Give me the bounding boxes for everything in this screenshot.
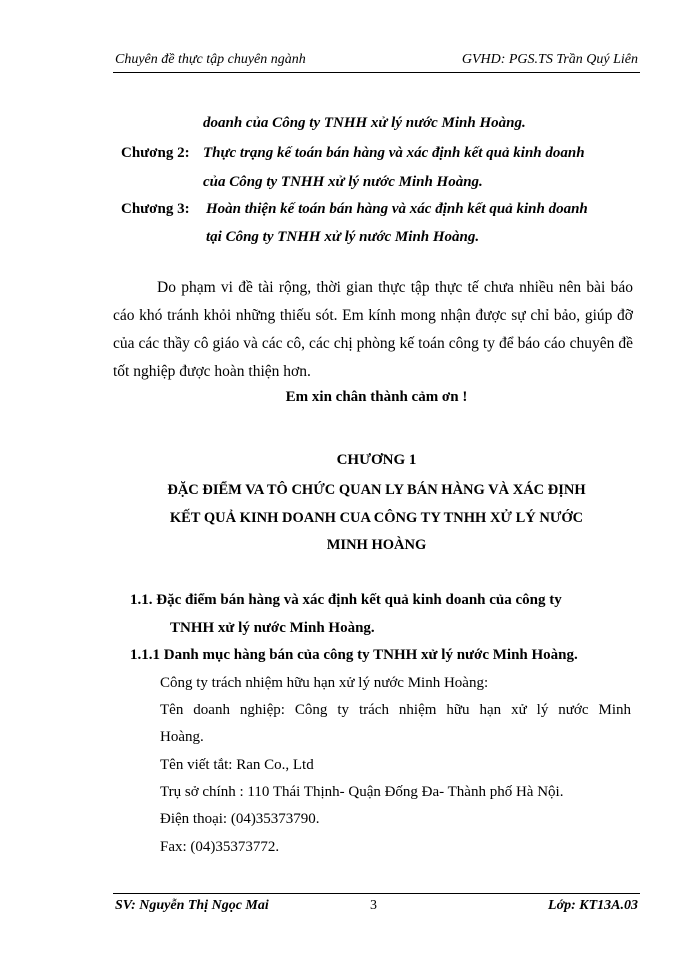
company-phone: Điện thoại: (04)35373790. bbox=[160, 811, 320, 827]
section-1-1-1-heading: 1.1.1 Danh mục hàng bán của công ty TNHH xử lý nước Minh Hoàng. bbox=[130, 647, 578, 663]
footer-class: Lớp: KT13A.03 bbox=[548, 898, 638, 913]
footer-rule bbox=[113, 893, 640, 894]
intro-paragraph bbox=[113, 274, 633, 386]
toc-chapter3-title-line1: Hoàn thiện kế toán bán hàng và xác định kết quả kinh doanh bbox=[206, 201, 588, 217]
intro-paragraph-text: Do phạm vi đề tài rộng, thời gian thực tập thực tế chưa nhiều nên bài báo cáo khó tránh khỏi những thiếu sót. Em kính mong nhận được sự chỉ bảo, giúp đỡ của các thầy cô giáo và các cô, các chị phòng kế toán công ty để báo cáo chuyên đề tốt nghiệp được hoàn thiện hơn. bbox=[113, 279, 633, 380]
company-fax: Fax: (04)35373772. bbox=[160, 839, 280, 855]
toc-chapter2-title-line1: Thực trạng kế toán bán hàng và xác định kết quả kinh doanh bbox=[203, 145, 585, 161]
chapter1-heading: CHƯƠNG 1 bbox=[336, 452, 417, 468]
toc-chapter2-title-line2: của Công ty TNHH xử lý nước Minh Hoàng. bbox=[203, 174, 483, 190]
company-intro: Công ty trách nhiệm hữu hạn xử lý nước Minh Hoàng: bbox=[160, 675, 489, 691]
header-course-title: Chuyên đề thực tập chuyên ngành bbox=[115, 52, 306, 67]
chapter1-title-line1: ĐẶC ĐIỂM VA TÔ CHỨC QUAN LY BÁN HÀNG VÀ XÁC ĐỊNH bbox=[167, 482, 586, 498]
footer-student-name: SV: Nguyễn Thị Ngọc Mai bbox=[115, 898, 269, 913]
header-rule bbox=[113, 72, 640, 73]
company-short-name: Tên viết tắt: Ran Co., Ltd bbox=[160, 757, 314, 773]
section-1-1-heading-line2: TNHH xử lý nước Minh Hoàng. bbox=[170, 620, 375, 636]
toc-chapter2-label: Chương 2: bbox=[121, 145, 190, 161]
thanks-line: Em xin chân thành cảm ơn ! bbox=[285, 389, 468, 405]
section-1-1-heading-line1: 1.1. Đặc điểm bán hàng và xác định kết quả kinh doanh của công ty bbox=[130, 592, 562, 608]
chapter1-title-line3: MINH HOÀNG bbox=[326, 537, 427, 553]
footer-page-number: 3 bbox=[370, 898, 377, 913]
company-address: Trụ sở chính : 110 Thái Thịnh- Quận Đống Đa- Thành phố Hà Nội. bbox=[160, 784, 564, 800]
toc-chapter3-label: Chương 3: bbox=[121, 201, 190, 217]
toc-chapter1-continuation: doanh của Công ty TNHH xử lý nước Minh Hoàng. bbox=[203, 115, 526, 131]
header-supervisor: GVHD: PGS.TS Trần Quý Liên bbox=[461, 52, 638, 67]
company-name-line2: Hoàng. bbox=[160, 729, 204, 745]
company-name-line1: Tên doanh nghiệp: Công ty trách nhiệm hữu hạn xử lý nước Minh bbox=[160, 702, 631, 718]
toc-chapter3-title-line2: tại Công ty TNHH xử lý nước Minh Hoàng. bbox=[206, 229, 480, 245]
chapter1-title-line2: KẾT QUẢ KINH DOANH CUA CÔNG TY TNHH XỬ LÝ NƯỚC bbox=[169, 510, 584, 526]
